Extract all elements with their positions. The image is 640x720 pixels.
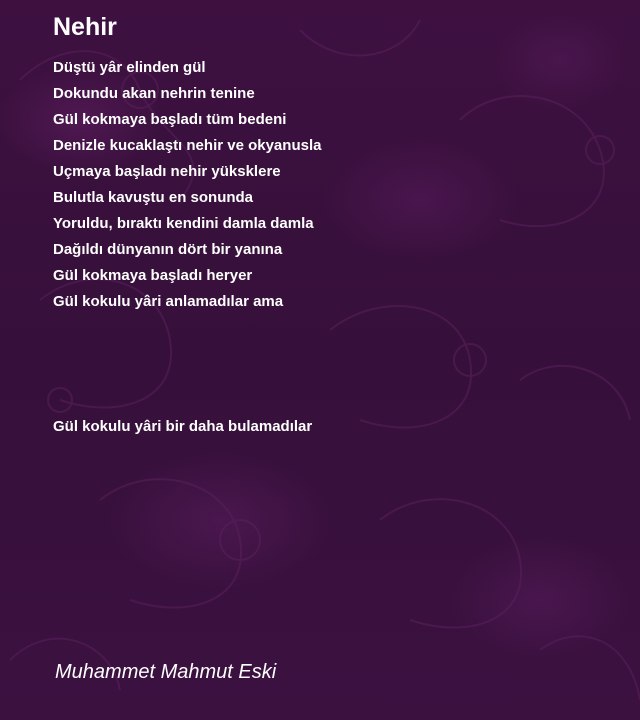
poem-title: Nehir (53, 13, 117, 41)
poem-line: Dağıldı dünyanın dört bir yanına (53, 241, 283, 258)
poem-line: Denizle kucaklaştı nehir ve okyanusla (53, 137, 322, 154)
poem-line: Gül kokmaya başladı heryer (53, 267, 253, 284)
poem-line: Düştü yâr elinden gül (53, 59, 206, 76)
poem-line: Gül kokulu yâri bir daha bulamadılar (53, 418, 313, 435)
poem-line: Gül kokmaya başladı tüm bedeni (53, 111, 287, 128)
poem-stanza-2 (53, 414, 312, 440)
poem-author: Muhammet Mahmut Eski (55, 661, 277, 683)
poem-line: Gül kokulu yâri anlamadılar ama (53, 293, 284, 310)
poem-line: Bulutla kavuştu en sonunda (53, 189, 254, 206)
poem-line: Uçmaya başladı nehir yüksklere (53, 163, 281, 180)
poem-line: Dokundu akan nehrin tenine (53, 85, 255, 102)
poem-stanza-1 (53, 55, 321, 315)
poem-line: Yoruldu, bıraktı kendini damla damla (53, 215, 314, 232)
